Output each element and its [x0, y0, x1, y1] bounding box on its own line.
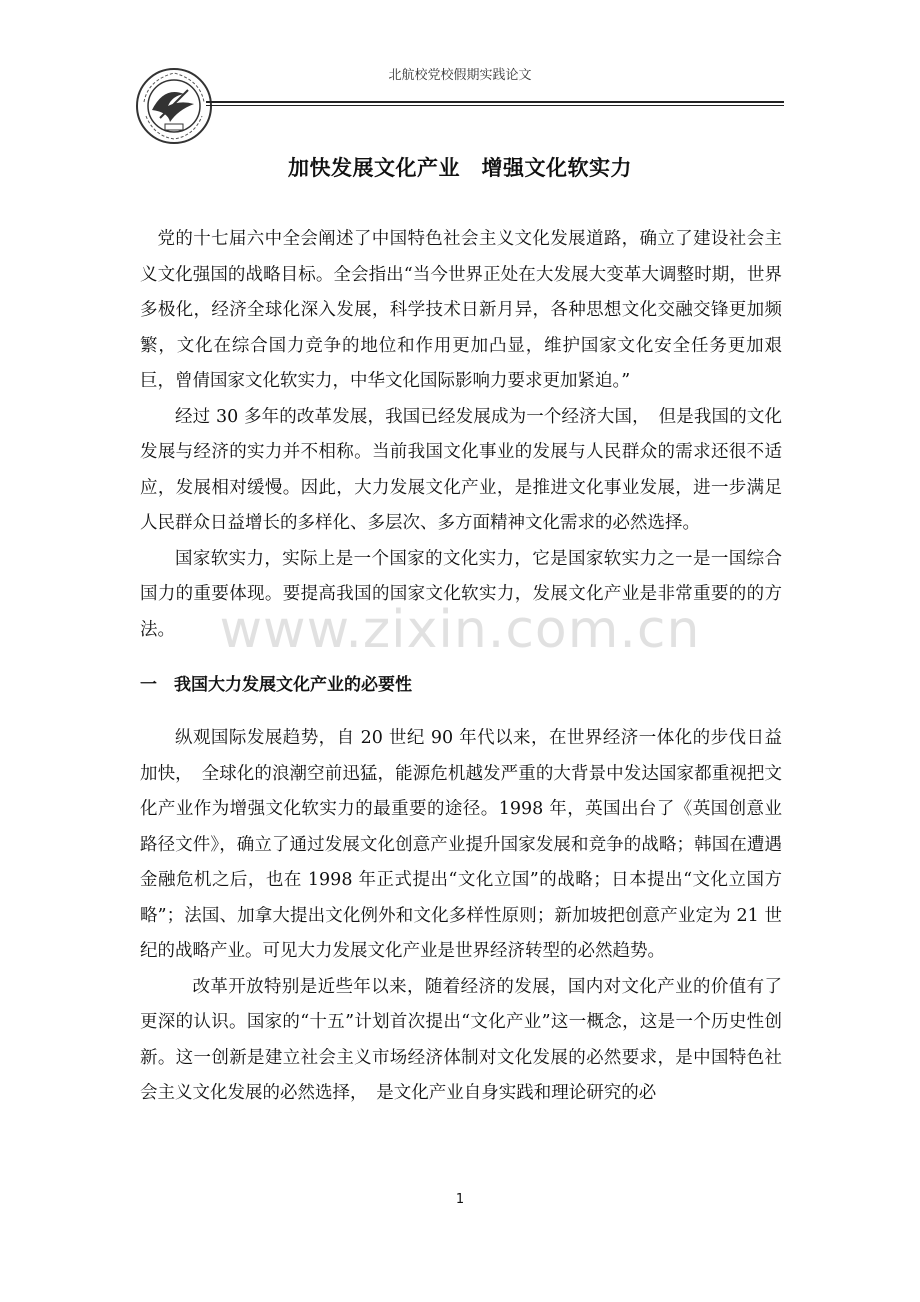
paragraph-1: 党的十七届六中全会阐述了中国特色社会主义文化发展道路，确立了建设社会主义文化强国的战略目标。全会指出“当今世界正处在大发展大变革大调整时期，世界多极化，经济全球化深入发展，科学技术日新月异，各种思想文化交融交锋更加频繁，文化在综合国力竞争的地位和作用更加凸显，维护国家文化安全任务更加艰巨，曾倩国家文化软实力，中华文化国际影响力要求更加紧迫。”: [140, 229, 782, 391]
paragraph-3: 国家软实力，实际上是一个国家的文化实力，它是国家软实力之一是一国综合国力的重要体现。要提高我国的国家文化软实力，发展文化产业是非常重要的的方法。: [140, 548, 782, 640]
document-title: 加快发展文化产业 增强文化软实力: [288, 156, 632, 180]
watermark: www.zixin.com.cn: [219, 600, 701, 660]
header-title: 北航校党校假期实践论文: [388, 68, 532, 83]
document-body: [140, 222, 782, 1112]
section-heading: 一 我国大力发展文化产业的必要性: [140, 675, 412, 695]
header-rule-thin: [206, 105, 784, 106]
section-paragraph-2: 改革开放特别是近些年以来，随着经济的发展，国内对文化产业的价值有了更深的认识。国家的“十五”计划首次提出“文化产业”这一概念，这是一个历史性创新。这一创新是建立社会主义市场经济体制对文化发展的必然要求，是中国特色社会主义文化发展的必然选择， 是文化产业自身实践和理论研究的必: [140, 976, 782, 1103]
page-number: 1: [455, 1192, 465, 1207]
paragraph-2: 经过 30 多年的改革发展，我国已经发展成为一个经济大国， 但是我国的文化发展与经济的实力并不相称。当前我国文化事业的发展与人民群众的需求还很不适应，发展相对缓慢。因此，大力发展文化产业，是推进文化事业发展，进一步满足人民群众日益增长的多样化、多层次、多方面精神文化需求的必然选择。: [140, 406, 782, 533]
header-rule: [206, 101, 784, 103]
section-paragraph-1: 纵观国际发展趋势，自 20 世纪 90 年代以来，在世界经济一体化的步伐日益加快， 全球化的浪潮空前迅猛，能源危机越发严重的大背景中发达国家都重视把文化产业作为增强文化软实力的最重要的途径。1998 年，英国出台了《英国创意业路径文件》，确立了通过发展文化创意产业提升国家发展和竞争的战略；韩国在遭遇金融危机之后，也在 1998 年正式提出“文化立国”的战略；日本提出“文化立国方略”；法国、加拿大提出文化例外和文化多样性原则；新加坡把创意产业定为 21 世纪的战略产业。可见大力发展文化产业是世界经济转型的必然趋势。: [140, 728, 782, 961]
